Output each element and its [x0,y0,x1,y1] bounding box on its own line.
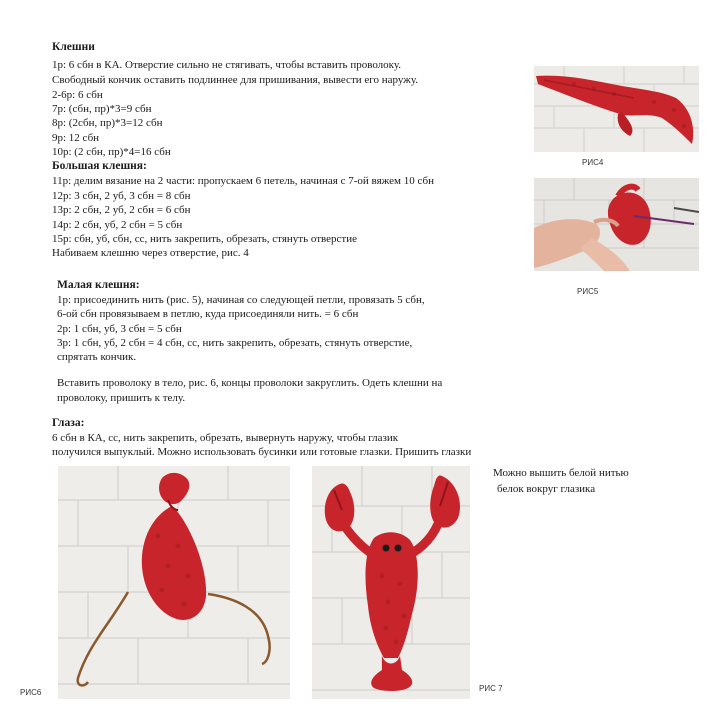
big-claw-line: 13р: 2 сбн, 2 уб, 2 сбн = 6 сбн [52,204,191,216]
figure-6-caption: РИС6 [20,688,42,697]
eye-note-line: белок вокруг глазика [497,483,596,495]
eye-note-line: Можно вышить белой нитью [493,467,629,479]
claws-line: 9р: 12 сбн [52,132,100,144]
claws-title: Клешни [52,41,95,53]
claws-line: 10р: (2 сбн, пр)*4=16 сбн [52,146,171,158]
big-claw-line: 12р: 3 сбн, 2 уб, 3 сбн = 8 сбн [52,190,191,202]
wire-line: проволоку, пришить к телу. [57,392,186,404]
big-claw-title: Большая клешня: [52,160,147,172]
claws-line: 1р: 6 сбн в КА. Отверстие сильно не стягивать, чтобы вставить проволоку. [52,59,402,71]
figure-4-photo [534,66,699,152]
figure-6-photo [58,466,290,699]
small-claw-line: спрятать кончик. [57,351,137,363]
small-claw-line: 6-ой сбн провязываем в петлю, куда присоединяли нить. = 6 сбн [57,308,359,320]
figure-5-caption: РИС5 [577,287,599,296]
claws-line: 8р: (2сбн, пр)*3=12 сбн [52,117,163,129]
big-claw-line: 11р: делим вязание на 2 части: пропускаем 6 петель, начиная с 7-ой вяжем 10 сбн [52,175,434,187]
claws-line: 7р: (сбн, пр)*3=9 сбн [52,103,152,115]
small-claw-line: 2р: 1 сбн, уб, 3 сбн = 5 сбн [57,323,182,335]
small-claw-line: 3р: 1 сбн, уб, 2 сбн = 4 сбн, сс, нить закрепить, обрезать, стянуть отверстие, [57,337,413,349]
small-claw-line: 1р: присоединить нить (рис. 5), начиная со следующей петли, провязать 5 сбн, [57,294,425,306]
figure-5-photo [534,178,699,271]
big-claw-line: Набиваем клешню через отверстие, рис. 4 [52,247,249,259]
figure-4-caption: РИС4 [582,158,604,167]
eyes-line: 6 сбн в КА, сс, нить закрепить, обрезать, вывернуть наружу, чтобы глазик [52,432,399,444]
eyes-title: Глаза: [52,417,85,429]
wire-line: Вставить проволоку в тело, рис. 6, концы проволоки закруглить. Одеть клешни на [57,377,443,389]
eyes-line: получился выпуклый. Можно использовать бусинки или готовые глазки. Пришить глазки [52,446,472,458]
figure-7-caption: РИС 7 [479,684,503,693]
claws-line: Свободный кончик оставить подлиннее для пришивания, вывести его наружу. [52,74,418,86]
small-claw-title: Малая клешня: [57,279,140,291]
big-claw-line: 15р: сбн, уб, сбн, сс, нить закрепить, обрезать, стянуть отверстие [52,233,357,245]
figure-7-photo [312,466,470,699]
big-claw-line: 14р: 2 сбн, уб, 2 сбн = 5 сбн [52,219,183,231]
claws-line: 2-6р: 6 сбн [52,89,103,101]
